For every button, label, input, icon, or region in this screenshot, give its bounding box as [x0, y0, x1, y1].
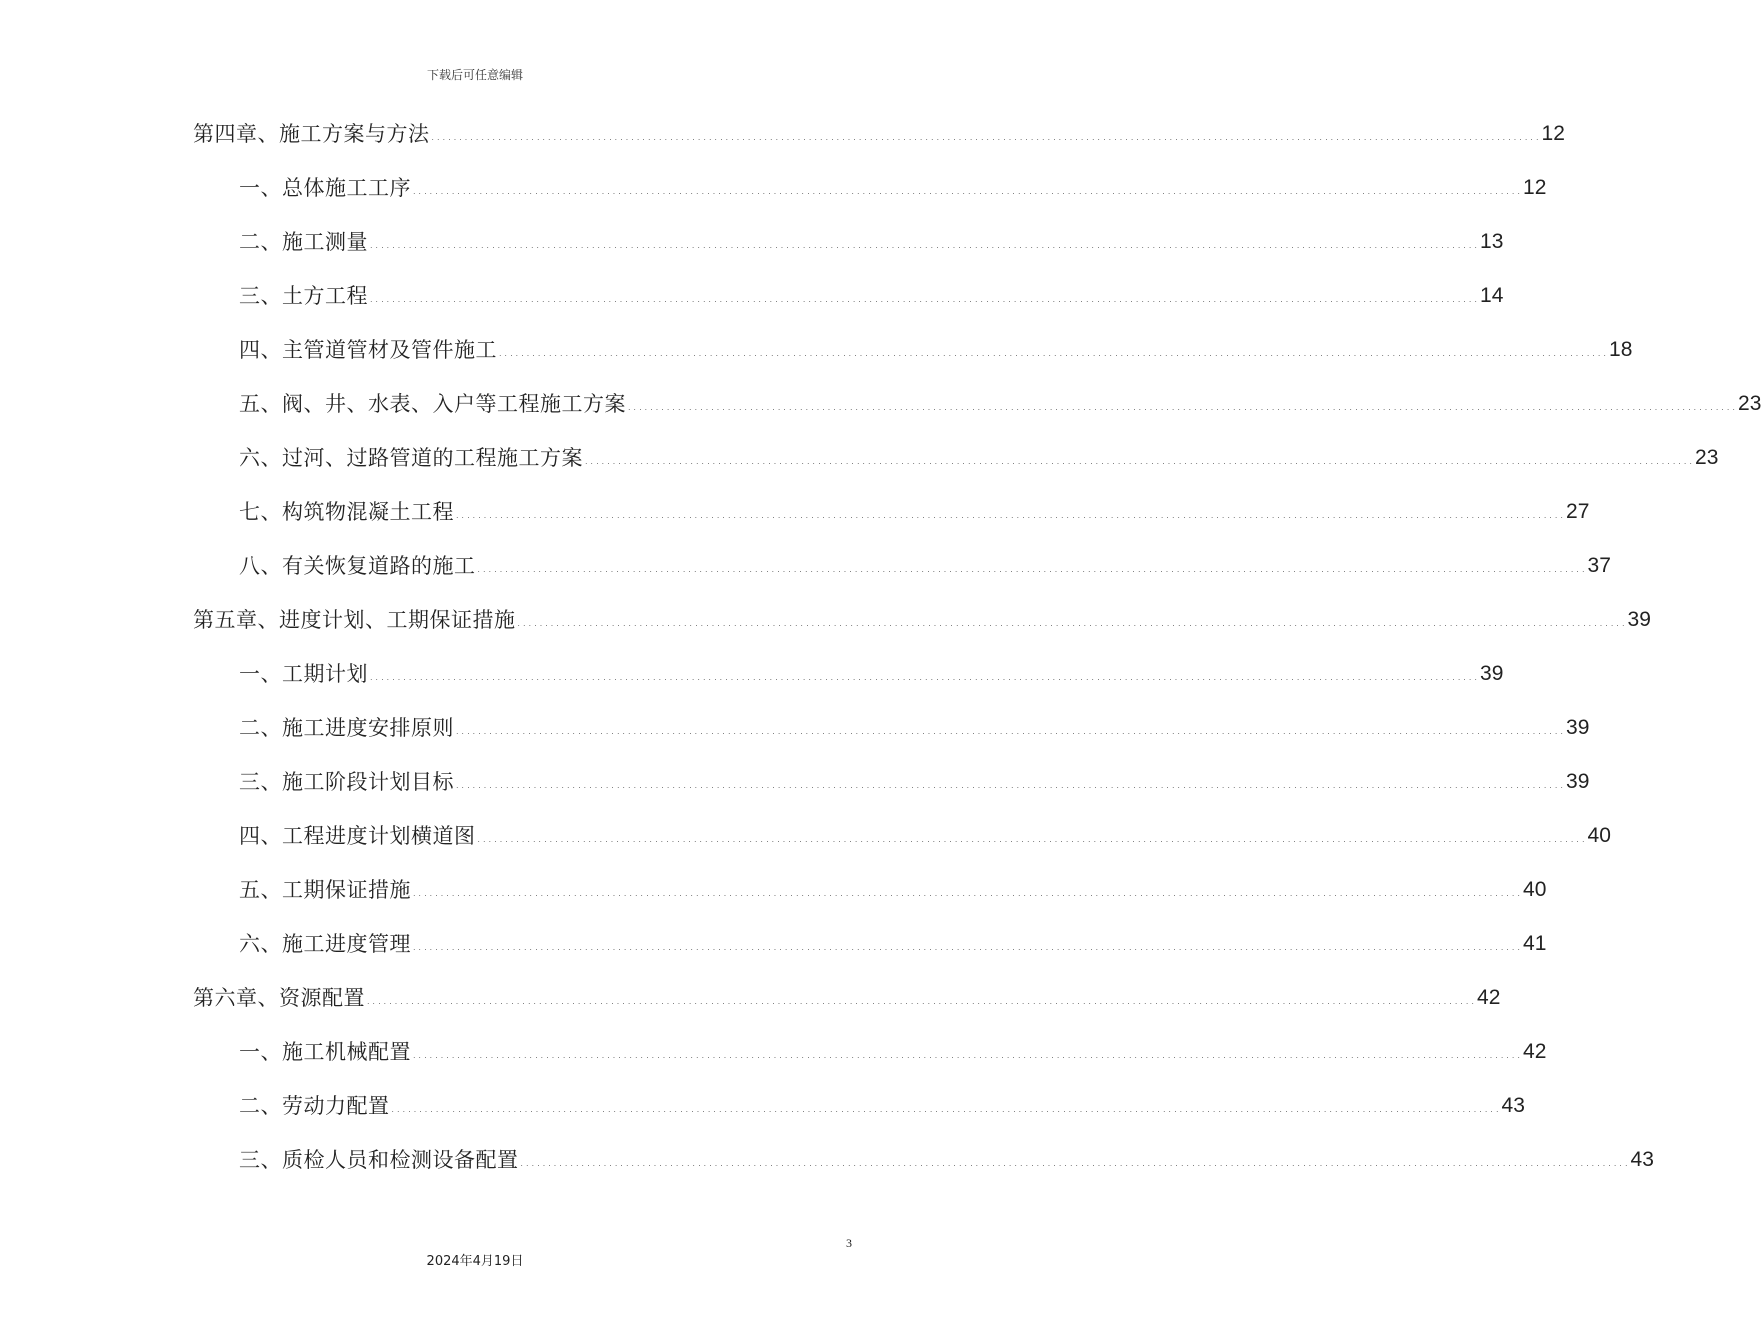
toc-section-entry	[239, 224, 1504, 260]
toc-entry-title: 三、土方工程	[239, 284, 368, 308]
toc-entry-page: 39	[1566, 716, 1590, 739]
toc-section-entry	[239, 1142, 1654, 1178]
toc-dot-leader: ........................................................................................................................................................................................................	[369, 236, 1480, 252]
toc-entry-page: 40	[1587, 824, 1611, 847]
toc-dot-leader: ........................................................................................................................................................................................................	[369, 668, 1480, 684]
toc-dot-leader: ........................................................................................................................................................................................................	[455, 506, 1566, 522]
toc-entry-page: 42	[1477, 986, 1501, 1009]
toc-entry-title: 二、施工进度安排原则	[239, 716, 454, 740]
toc-entry-page: 39	[1627, 608, 1651, 631]
toc-entry-title: 第四章、施工方案与方法	[193, 122, 430, 146]
toc-dot-leader: ........................................................................................................................................................................................................	[455, 776, 1566, 792]
toc-row	[0, 980, 1501, 1016]
toc-entry-title: 四、主管道管材及管件施工	[239, 338, 497, 362]
toc-entry-title: 六、施工进度管理	[239, 932, 411, 956]
toc-dot-leader: ........................................................................................................................................................................................................	[584, 452, 1695, 468]
toc-entry-page: 23	[1738, 392, 1761, 415]
toc-dot-leader: ........................................................................................................................................................................................................	[476, 560, 1587, 576]
page-header: 下载后可任意编辑	[426, 68, 523, 82]
toc-section-entry	[239, 278, 1504, 314]
toc-entry-title: 第五章、进度计划、工期保证措施	[193, 608, 516, 632]
toc-entry-page: 39	[1566, 770, 1590, 793]
toc-row	[0, 170, 1547, 206]
toc-entry-page: 12	[1523, 176, 1547, 199]
toc-dot-leader: ........................................................................................................................................................................................................	[627, 398, 1738, 414]
toc-row	[0, 278, 1504, 314]
toc-entry-page: 13	[1480, 230, 1504, 253]
toc-entry-page: 14	[1480, 284, 1504, 307]
toc-dot-leader: ........................................................................................................................................................................................................	[412, 1046, 1523, 1062]
toc-entry-page: 12	[1541, 122, 1565, 145]
toc-section-entry	[239, 710, 1590, 746]
toc-entry-title: 七、构筑物混凝土工程	[239, 500, 454, 524]
toc-chapter-entry	[193, 602, 1651, 638]
toc-chapter-entry	[193, 980, 1501, 1016]
toc-row	[0, 926, 1547, 962]
toc-row	[0, 1088, 1525, 1124]
toc-chapter-entry	[193, 116, 1565, 152]
toc-entry-title: 第六章、资源配置	[193, 986, 365, 1010]
toc-section-entry	[239, 440, 1719, 476]
toc-row	[0, 386, 1761, 422]
toc-entry-page: 43	[1630, 1148, 1654, 1171]
toc-section-entry	[239, 386, 1761, 422]
toc-entry-page: 23	[1695, 446, 1719, 469]
toc-section-entry	[239, 332, 1633, 368]
toc-row	[0, 764, 1590, 800]
toc-entry-title: 一、总体施工工序	[239, 176, 411, 200]
toc-entry-title: 三、施工阶段计划目标	[239, 770, 454, 794]
toc-entry-page: 39	[1480, 662, 1504, 685]
toc-row	[0, 656, 1504, 692]
toc-row	[0, 710, 1590, 746]
toc-entry-page: 18	[1609, 338, 1633, 361]
toc-entry-page: 40	[1523, 878, 1547, 901]
toc-section-entry	[239, 818, 1611, 854]
toc-entry-title: 三、质检人员和检测设备配置	[239, 1148, 519, 1172]
toc-section-entry	[239, 170, 1547, 206]
toc-entry-title: 一、工期计划	[239, 662, 368, 686]
toc-row	[0, 494, 1590, 530]
toc-entry-page: 37	[1587, 554, 1611, 577]
toc-entry-page: 43	[1501, 1094, 1525, 1117]
toc-dot-leader: ........................................................................................................................................................................................................	[412, 938, 1523, 954]
toc-dot-leader: ........................................................................................................................................................................................................	[390, 1100, 1501, 1116]
toc-section-entry	[239, 764, 1590, 800]
toc-dot-leader: ........................................................................................................................................................................................................	[476, 830, 1587, 846]
toc-entry-title: 一、施工机械配置	[239, 1040, 411, 1064]
toc-section-entry	[239, 1088, 1525, 1124]
toc-entry-page: 42	[1523, 1040, 1547, 1063]
toc-entry-title: 八、有关恢复道路的施工	[239, 554, 476, 578]
toc-row	[0, 602, 1651, 638]
toc-entry-page: 27	[1566, 500, 1590, 523]
toc-entry-title: 五、阀、井、水表、入户等工程施工方案	[239, 392, 626, 416]
toc-entry-page: 41	[1523, 932, 1547, 955]
toc-entry-title: 二、施工测量	[239, 230, 368, 254]
footer-date: 2024年4月19日	[426, 1254, 524, 1269]
toc-entry-title: 六、过河、过路管道的工程施工方案	[239, 446, 583, 470]
toc-dot-leader: ........................................................................................................................................................................................................	[412, 884, 1523, 900]
toc-row	[0, 872, 1547, 908]
toc-row	[0, 818, 1611, 854]
toc-dot-leader: ........................................................................................................................................................................................................	[412, 182, 1523, 198]
toc-row	[0, 440, 1719, 476]
toc-row	[0, 224, 1504, 260]
toc-row	[0, 116, 1565, 152]
toc-dot-leader: ........................................................................................................................................................................................................	[369, 290, 1480, 306]
toc-entry-title: 四、工程进度计划横道图	[239, 824, 476, 848]
toc-dot-leader: ........................................................................................................................................................................................................	[516, 614, 1627, 630]
toc-entry-title: 二、劳动力配置	[239, 1094, 390, 1118]
toc-section-entry	[239, 548, 1611, 584]
toc-dot-leader: ........................................................................................................................................................................................................	[455, 722, 1566, 738]
toc-section-entry	[239, 494, 1590, 530]
page-number: 3	[846, 1236, 852, 1250]
toc-row	[0, 548, 1611, 584]
toc-dot-leader: ........................................................................................................................................................................................................	[519, 1154, 1630, 1170]
toc-entry-title: 五、工期保证措施	[239, 878, 411, 902]
toc-section-entry	[239, 1034, 1547, 1070]
toc-row	[0, 1034, 1547, 1070]
toc-dot-leader: ........................................................................................................................................................................................................	[366, 992, 1477, 1008]
toc-section-entry	[239, 926, 1547, 962]
toc-section-entry	[239, 656, 1504, 692]
toc-row	[0, 1142, 1654, 1178]
toc-row	[0, 332, 1633, 368]
toc-dot-leader: ........................................................................................................................................................................................................	[498, 344, 1609, 360]
toc-section-entry	[239, 872, 1547, 908]
toc-dot-leader: ........................................................................................................................................................................................................	[430, 128, 1541, 144]
